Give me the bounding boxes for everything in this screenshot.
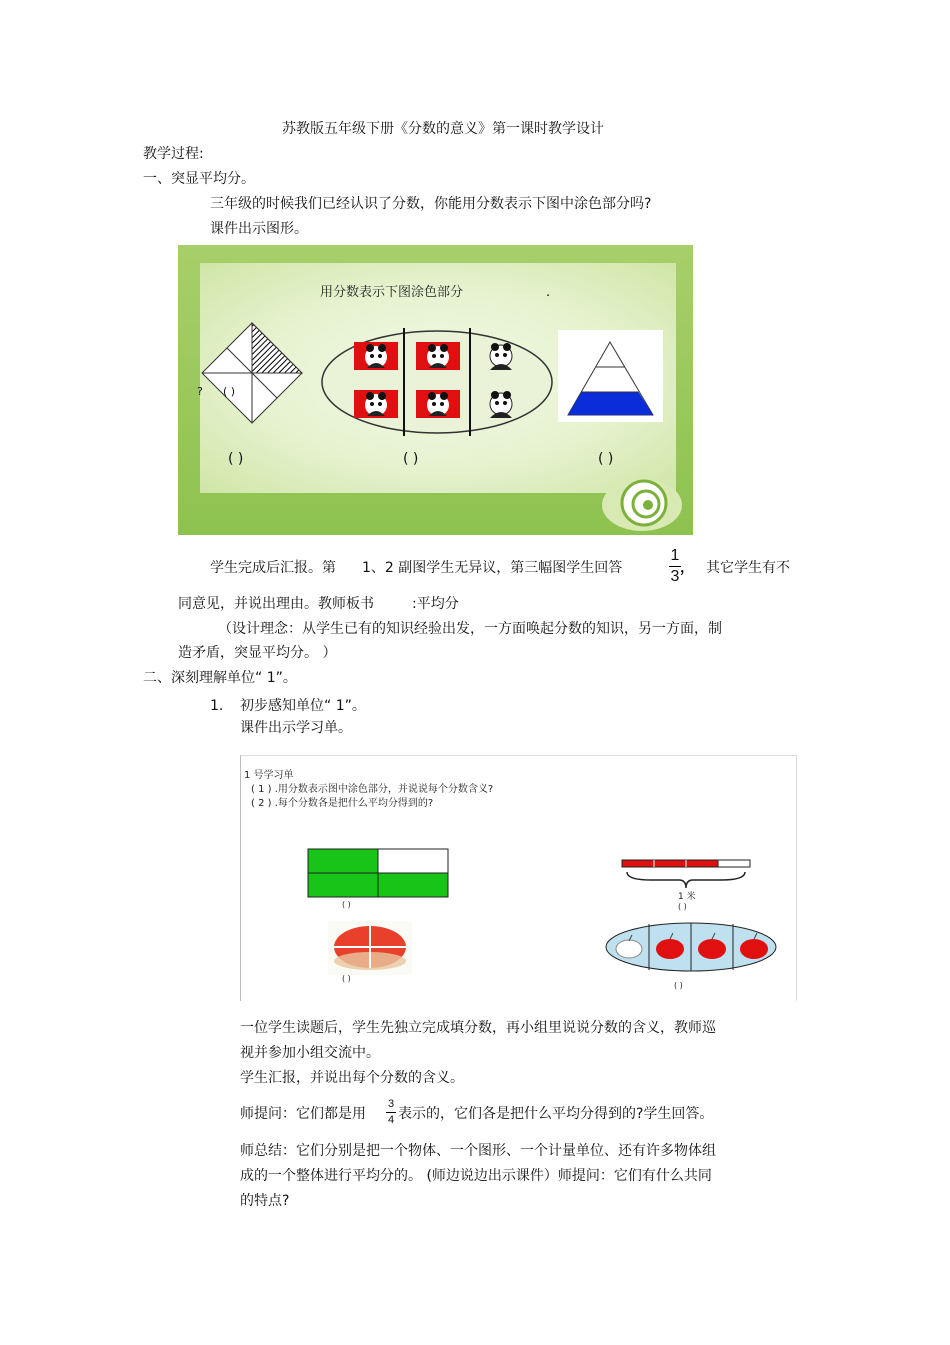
fraction-denominator: 3 [670, 568, 680, 585]
paragraph: 表示的，它们各是把什么平均分得到的?学生回答。 [398, 1106, 714, 1122]
paragraph: 师总结：它们分别是把一个物体、一个图形、一个计量单位、还有许多物体组 [240, 1143, 716, 1159]
answer-blank-1: ( ) [228, 451, 244, 467]
panda-oval [320, 328, 554, 436]
fraction-numerator: 1 [670, 547, 680, 564]
paragraph: 的特点? [240, 1193, 290, 1209]
list-item: 初步感知单位“ 1”。 [240, 698, 366, 714]
fraction-three-quarters [386, 1099, 396, 1126]
sheet-question-1: ( 1 ) .用分数表示图中涂色部分，并说说每个分数含义? [251, 784, 494, 795]
panda-icon [416, 342, 460, 370]
apple-oval-figure [604, 921, 779, 973]
sheet-blank-a: ( ) [342, 900, 351, 909]
inner-blank: ( ) [223, 385, 236, 398]
slide-caption: 用分数表示下图涂色部分 [320, 285, 464, 300]
sheet-blank-d: ( ) [674, 981, 683, 990]
section-2-heading: 二、深刻理解单位“ 1”。 [143, 670, 297, 686]
panda-icon [416, 390, 460, 418]
paragraph: 同意见，并说出理由。教师板书 [178, 596, 374, 612]
paragraph: 1、2 副图学生无异议，第三幅图学生回答 [362, 560, 623, 576]
panda-icon [354, 390, 398, 418]
panda-icon [354, 342, 398, 370]
slide-caption-dot: . [546, 285, 551, 300]
answer-blank-3: ( ) [598, 451, 614, 467]
courseware-slide [178, 245, 693, 535]
paragraph: 学生完成后汇报。第 [210, 560, 336, 576]
cake-figure [328, 921, 412, 975]
fraction-bar [386, 1112, 396, 1113]
paragraph: 师提问：它们都是用 [240, 1106, 366, 1122]
paragraph: 其它学生有不 [706, 560, 790, 576]
paragraph: :平均分 [412, 596, 459, 612]
paragraph: 学生汇报，并说出每个分数的含义。 [240, 1070, 464, 1086]
study-sheet [240, 755, 797, 1001]
list-number: 1. [210, 698, 224, 714]
paragraph: 一位学生读题后，学生先独立完成填分数，再小组里说说分数的含义，教师巡 [240, 1020, 716, 1036]
triangle-figure [558, 330, 663, 422]
sheet-question-2: ( 2 ) .每个分数各是把什么平均分得到的? [251, 798, 434, 809]
sheet-blank-c: ( ) [678, 902, 687, 911]
answer-blank-2: ( ) [403, 451, 419, 467]
sheet-title: 1 号学习单 [244, 770, 294, 781]
diamond-figure [200, 321, 304, 425]
question-mark: ? [197, 385, 203, 398]
ruler-label: 1 米 [678, 892, 696, 902]
fraction-denominator: 4 [387, 1114, 395, 1126]
fraction-numerator: 3 [387, 1098, 395, 1110]
sheet-blank-b: ( ) [342, 974, 351, 983]
process-label: 教学过程: [143, 146, 204, 162]
paragraph: 视并参加小组交流中。 [240, 1045, 380, 1061]
paragraph: 课件出示学习单。 [240, 720, 352, 736]
paragraph: 课件出示图形。 [210, 221, 308, 237]
paragraph: 成的一个整体进行平均分的。 (师边说边出示课件）师提问：它们有什么共同 [240, 1168, 712, 1184]
paragraph: 三年级的时候我们已经认识了分数，你能用分数表示下图中涂色部分吗? [210, 196, 652, 212]
doc-title: 苏教版五年级下册《分数的意义》第一课时教学设计 [282, 121, 604, 137]
design-note: （设计理念：从学生已有的知识经验出发，一方面唤起分数的知识，另一方面，制 [218, 621, 722, 637]
green-rectangle-figure [307, 848, 449, 898]
section-1-heading: 一、突显平均分。 [143, 171, 255, 187]
comma: ， [680, 560, 694, 576]
snail-logo-icon [598, 467, 686, 533]
design-note: 造矛盾，突显平均分。 ） [178, 645, 337, 661]
